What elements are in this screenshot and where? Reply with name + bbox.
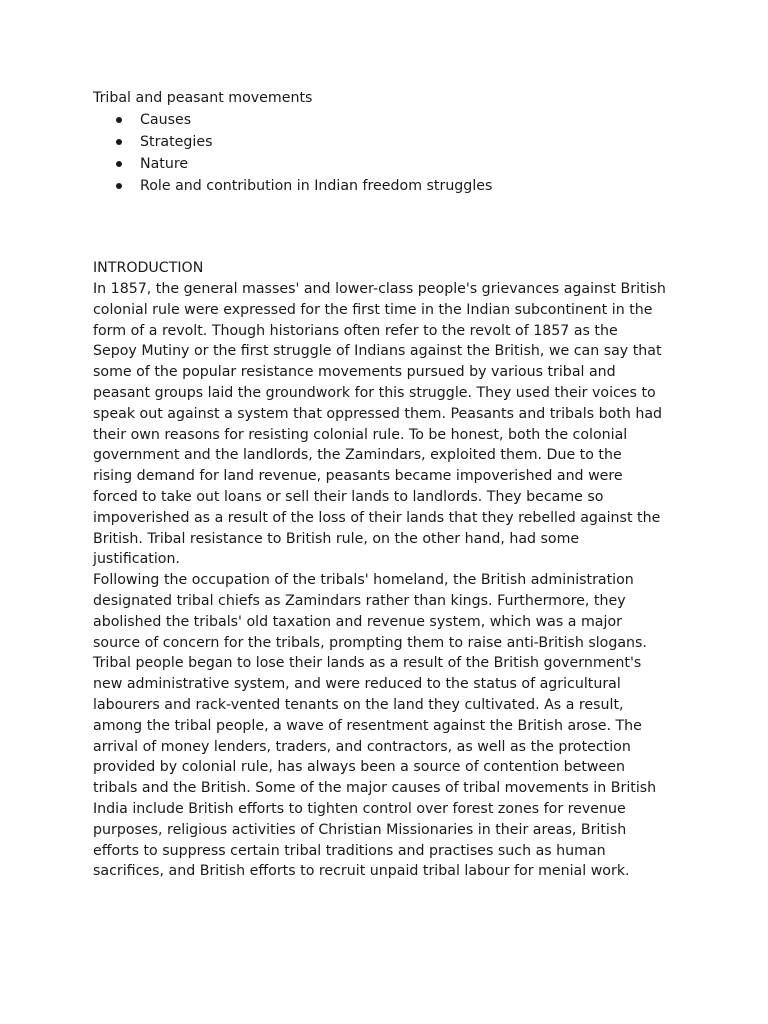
body-text-line: Tribal people began to lose their lands as a result of the British government's [93,655,642,672]
body-text-line: form of a revolt. Though historians often refer to the revolt of 1857 as the [93,322,618,339]
section-title-introduction: INTRODUCTION [93,260,204,276]
bullet-icon [116,139,122,145]
bullet-icon [116,117,122,123]
body-text-line: designated tribal chiefs as Zamindars rather than kings. Furthermore, they [93,592,626,609]
body-text-line: among the tribal people, a wave of resentment against the British arose. The [93,717,642,734]
body-text-line: some of the popular resistance movements pursued by various tribal and [93,364,616,381]
body-text-line: colonial rule were expressed for the first time in the Indian subcontinent in the [93,301,653,318]
bullet-text: Causes [140,112,192,128]
body-text-line: labourers and rack-vented tenants on the land they cultivated. As a result, [93,696,624,713]
body-text-line: new administrative system, and were reduced to the status of agricultural [93,676,621,693]
body-text-line: efforts to suppress certain tribal traditions and practises such as human [93,842,606,859]
body-text-line: In 1857, the general masses' and lower-class people's grievances against British [93,281,666,297]
body-text-line: sacrifices, and British efforts to recruit unpaid tribal labour for menial work. [93,863,630,880]
body-text-line: purposes, religious activities of Christian Missionaries in their areas, British [93,821,627,838]
body-text-line: impoverished as a result of the loss of their lands that they rebelled against the [93,509,661,526]
body-text-line: British. Tribal resistance to British rule, on the other hand, had some [93,530,580,547]
bullet-text: Role and contribution in Indian freedom struggles [140,178,493,194]
bullet-text: Nature [140,156,189,172]
topic-bullet-list [93,109,492,197]
bullet-icon [116,161,122,167]
body-text-line: government and the landlords, the Zamindars, exploited them. Due to the [93,447,622,464]
body-text-line: abolished the tribals' old taxation and revenue system, which was a major [93,613,622,630]
body-text-line: India include British efforts to tighten control over forest zones for revenue [93,800,626,817]
bullet-item [93,131,492,153]
document-heading: Tribal and peasant movements [93,90,313,106]
bullet-item [93,175,492,197]
bullet-icon [116,183,122,189]
body-text-line: Sepoy Mutiny or the first struggle of Indians against the British, we can say that [93,343,662,360]
body-text-line: source of concern for the tribals, prompting them to raise anti-British slogans. [93,634,647,651]
body-text-line: tribals and the British. Some of the major causes of tribal movements in British [93,780,657,797]
body-text-line: peasant groups laid the groundwork for this struggle. They used their voices to [93,384,656,401]
body-text-line: speak out against a system that oppressed them. Peasants and tribals both had [93,405,663,422]
introduction-body [93,279,693,882]
bullet-item [93,153,492,175]
bullet-text: Strategies [140,134,213,150]
bullet-item [93,109,492,131]
body-text-line: forced to take out loans or sell their lands to landlords. They became so [93,488,604,505]
body-text-line: provided by colonial rule, has always been a source of contention between [93,759,625,776]
body-text-line: Following the occupation of the tribals' homeland, the British administration [93,572,634,589]
body-text-line: arrival of money lenders, traders, and contractors, as well as the protection [93,738,631,755]
body-text-line: rising demand for land revenue, peasants became impoverished and were [93,468,623,485]
body-text-line: their own reasons for resisting colonial rule. To be honest, both the colonial [93,426,628,443]
body-text-line: justification. [93,551,180,568]
